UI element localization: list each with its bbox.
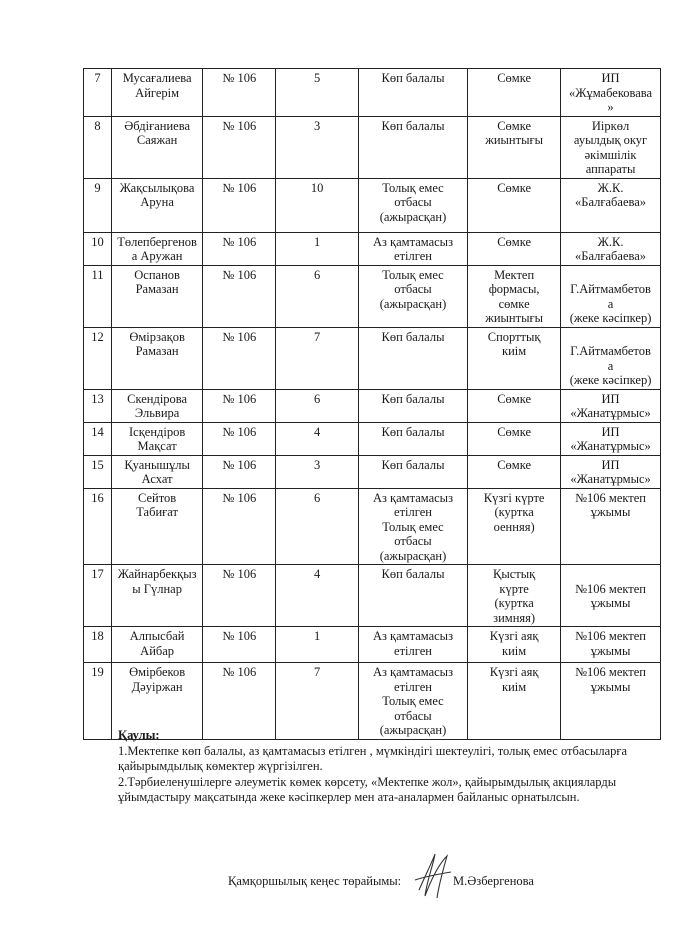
category-line: Көп балалы — [381, 391, 445, 406]
name-line: Асхат — [141, 472, 173, 486]
signer-name: М.Әзбергенова — [453, 874, 534, 888]
aid-line: Күзгі күрте — [483, 490, 545, 505]
sponsor-line: «Балғабаева» — [575, 249, 647, 263]
cell-grade: 6 — [276, 488, 359, 565]
sponsor-line: Г.Айтмамбетов — [570, 282, 651, 296]
table-row — [84, 116, 661, 178]
sponsor-line — [563, 567, 658, 582]
category-line: Көп балалы — [381, 329, 445, 344]
cell-grade: 6 — [276, 389, 359, 422]
sponsor-line: «Жанатұрмыс» — [570, 439, 651, 453]
cell-school: № 106 — [203, 565, 276, 627]
cell-category — [358, 488, 467, 565]
cell-grade: 1 — [276, 232, 359, 265]
sponsor-line: ИП — [601, 391, 620, 406]
sponsor-line: ИП — [601, 424, 620, 439]
table-row — [84, 69, 661, 117]
cell-school: № 106 — [203, 422, 276, 455]
cell-name — [111, 389, 202, 422]
name-line: Ісқендіров — [128, 424, 186, 439]
sponsor-line: ИП — [601, 71, 620, 85]
table-body — [84, 69, 661, 740]
aid-line: жиынтығы — [485, 133, 544, 147]
table-row — [84, 565, 661, 627]
aid-line: сөмке — [498, 296, 530, 311]
cell-grade: 1 — [276, 627, 359, 663]
name-line: Жайнарбекқыз — [117, 567, 197, 581]
cell-category — [358, 327, 467, 389]
cell-school: № 106 — [203, 663, 276, 740]
category-line: (ажырасқан) — [379, 548, 447, 563]
category-line: Көп балалы — [381, 424, 445, 439]
cell-school: № 106 — [203, 389, 276, 422]
cell-num: 7 — [84, 69, 112, 117]
cell-sponsor — [561, 455, 661, 488]
category-line: Көп балалы — [381, 567, 445, 581]
category-line: (ажырасқан) — [379, 723, 447, 737]
category-line: етілген — [394, 643, 432, 658]
aid-line: Қыстық — [493, 567, 536, 581]
cell-num: 19 — [84, 663, 112, 740]
aid-line: зимняя) — [493, 610, 536, 625]
table-row — [84, 265, 661, 327]
category-line: (ажырасқан) — [379, 296, 447, 311]
cell-sponsor — [561, 488, 661, 565]
sponsor-line: ұжымы — [590, 679, 631, 694]
cell-category — [358, 69, 467, 117]
cell-aid — [468, 455, 561, 488]
resolution-item-2: 2.Тәрбиеленушілерге әлеуметік көмек көрсету, «Мектепке жол», қайырымдылық акцияларды ұйымдастыру мақсатында жеке кәсіпкерлер мен ата-аналармен байланыс орнатылсын. — [118, 774, 617, 804]
category-line: отбасы — [394, 195, 432, 209]
name-line: Әбдіғаниева — [124, 118, 191, 133]
aid-line: оенняя) — [493, 519, 535, 534]
sponsor-line: «Жанатұрмыс» — [570, 472, 651, 486]
cell-sponsor — [561, 627, 661, 663]
cell-grade: 10 — [276, 178, 359, 232]
sponsor-line: ИП — [601, 457, 620, 472]
cell-aid — [468, 488, 561, 565]
cell-category — [358, 389, 467, 422]
cell-category — [358, 265, 467, 327]
name-line: ы Гүлнар — [132, 581, 182, 596]
table-row — [84, 627, 661, 663]
cell-name — [111, 627, 202, 663]
aid-line: Күзгі аяқ — [489, 665, 539, 679]
sponsor-line: (жеке кәсіпкер) — [569, 373, 652, 387]
cell-name — [111, 232, 202, 265]
table-row — [84, 327, 661, 389]
sponsor-line — [563, 268, 658, 283]
aid-line: формасы, — [488, 282, 540, 296]
cell-grade: 4 — [276, 565, 359, 627]
aid-line: (куртка — [494, 505, 534, 519]
aid-line: киім — [502, 679, 527, 694]
cell-school: № 106 — [203, 627, 276, 663]
cell-aid — [468, 327, 561, 389]
name-line: Саяжан — [136, 133, 178, 147]
name-line: а Аружан — [131, 249, 183, 263]
cell-name — [111, 178, 202, 232]
cell-name — [111, 565, 202, 627]
sponsor-line: «Балғабаева» — [575, 195, 647, 209]
aid-line: (куртка — [494, 596, 534, 610]
cell-grade: 3 — [276, 455, 359, 488]
name-line: Эльвира — [134, 406, 180, 420]
cell-aid — [468, 422, 561, 455]
category-line: Аз қамтамасыз — [372, 629, 454, 643]
cell-category — [358, 232, 467, 265]
cell-aid — [468, 69, 561, 117]
sponsor-line: Ж.К. — [597, 180, 624, 195]
aid-line: Сөмке — [497, 391, 532, 406]
sponsor-line: №106 мектеп — [575, 581, 646, 596]
table-row — [84, 422, 661, 455]
table-row — [84, 488, 661, 565]
aid-line: Сөмке — [497, 71, 532, 85]
cell-sponsor — [561, 116, 661, 178]
cell-num: 13 — [84, 389, 112, 422]
resolution-heading: Қаулы: — [118, 728, 160, 742]
cell-aid — [468, 265, 561, 327]
cell-category — [358, 455, 467, 488]
table-row — [84, 232, 661, 265]
sponsor-line: а — [607, 296, 614, 311]
cell-num: 11 — [84, 265, 112, 327]
handwritten-signature — [413, 850, 453, 902]
cell-grade: 5 — [276, 69, 359, 117]
resolution-item-1: 1.Мектепке көп балалы, аз қамтамасыз етілген , мүмкіндігі шектеулігі, толық емес отбасыларға қайырымдылық көмектер жүргізілген. — [118, 743, 628, 773]
cell-aid — [468, 389, 561, 422]
sponsor-line: Г.Айтмамбетов — [570, 344, 651, 358]
name-line: Рамазан — [135, 282, 179, 296]
name-line: Алпысбай — [129, 629, 185, 643]
cell-grade: 7 — [276, 327, 359, 389]
sponsor-line: ауылдық окуг — [573, 133, 648, 147]
cell-name — [111, 116, 202, 178]
category-line: Толық емес — [382, 694, 444, 708]
cell-school: № 106 — [203, 116, 276, 178]
aid-line: жиынтығы — [485, 311, 544, 325]
sponsor-line: Иіркөл — [591, 118, 630, 133]
table-row — [84, 389, 661, 422]
cell-name — [111, 422, 202, 455]
sponsor-line — [563, 330, 658, 345]
aid-line: Сөмке — [497, 234, 532, 249]
aid-line: күрте — [499, 581, 529, 596]
name-line: Дәуіржан — [131, 679, 183, 694]
cell-school: № 106 — [203, 178, 276, 232]
category-line: Аз қамтамасыз — [372, 490, 454, 505]
category-line: Көп балалы — [381, 118, 445, 133]
sponsor-line: ұжымы — [590, 596, 631, 610]
cell-sponsor — [561, 389, 661, 422]
aid-line: Сөмке — [497, 180, 532, 195]
sponsor-line: №106 мектеп — [575, 665, 646, 679]
signature-block — [228, 874, 534, 889]
cell-name — [111, 488, 202, 565]
cell-name — [111, 327, 202, 389]
aid-line: Сөмке — [497, 424, 532, 439]
name-line: Өмірзақов — [129, 329, 185, 344]
category-line: отбасы — [394, 534, 432, 548]
sponsor-line: ұжымы — [590, 643, 631, 658]
aid-line: Күзгі аяқ — [489, 629, 539, 643]
cell-aid — [468, 232, 561, 265]
cell-category — [358, 422, 467, 455]
cell-grade: 6 — [276, 265, 359, 327]
cell-school: № 106 — [203, 455, 276, 488]
sponsor-line: әкімшілік — [584, 147, 637, 162]
sponsor-line: №106 мектеп — [575, 629, 646, 643]
table-row — [84, 455, 661, 488]
cell-name — [111, 455, 202, 488]
name-line: Төлепбергенов — [117, 234, 197, 249]
category-line: Толық емес — [382, 267, 444, 282]
category-line: Толық емес — [382, 180, 444, 195]
signer-title: Қамқоршылық кеңес төрайымы: — [228, 874, 402, 888]
category-line: Толық емес — [382, 519, 444, 534]
cell-sponsor — [561, 232, 661, 265]
name-line: Өмірбеков — [129, 665, 186, 679]
cell-num: 10 — [84, 232, 112, 265]
sponsor-line: аппараты — [585, 162, 636, 176]
name-line: Айгерім — [135, 85, 180, 100]
name-line: Табиғат — [136, 505, 178, 519]
sponsor-line: №106 мектеп — [575, 490, 646, 505]
name-line: Мақсат — [137, 439, 177, 453]
cell-aid — [468, 627, 561, 663]
sponsor-line: » — [607, 100, 614, 114]
cell-num: 16 — [84, 488, 112, 565]
cell-num: 17 — [84, 565, 112, 627]
category-line: етілген — [394, 679, 432, 694]
aid-line: Спорттық — [487, 329, 541, 344]
cell-school: № 106 — [203, 327, 276, 389]
cell-num: 15 — [84, 455, 112, 488]
sponsor-line: Ж.К. — [597, 234, 624, 249]
category-line: Аз қамтамасыз — [372, 665, 454, 679]
cell-num: 12 — [84, 327, 112, 389]
aid-line: киім — [502, 643, 527, 658]
cell-name — [111, 265, 202, 327]
sponsor-line: «Жұмабековава — [569, 85, 653, 100]
category-line: отбасы — [394, 708, 432, 723]
name-line: Мусағалиева — [122, 71, 192, 85]
sponsor-line: «Жанатұрмыс» — [570, 406, 651, 420]
cell-school: № 106 — [203, 69, 276, 117]
cell-school: № 106 — [203, 232, 276, 265]
cell-sponsor — [561, 565, 661, 627]
cell-grade: 4 — [276, 422, 359, 455]
cell-sponsor — [561, 69, 661, 117]
cell-num: 8 — [84, 116, 112, 178]
name-line: Қуанышұлы — [124, 457, 190, 472]
name-line: Скендірова — [127, 391, 188, 406]
aid-line: Сөмке — [497, 457, 532, 472]
aid-line: Сөмке — [497, 118, 532, 133]
name-line: Айбар — [140, 643, 175, 658]
sponsor-line: а — [607, 358, 614, 373]
aid-recipients-table — [83, 68, 661, 740]
cell-aid — [468, 116, 561, 178]
cell-num: 14 — [84, 422, 112, 455]
category-line: етілген — [394, 505, 432, 519]
cell-category — [358, 178, 467, 232]
aid-line: Мектеп — [494, 267, 535, 282]
category-line: отбасы — [394, 282, 432, 296]
cell-grade: 3 — [276, 116, 359, 178]
cell-sponsor — [561, 265, 661, 327]
cell-category — [358, 565, 467, 627]
aid-line: киім — [502, 344, 527, 358]
name-line: Жақсылықова — [119, 180, 195, 195]
table-row — [84, 178, 661, 232]
cell-num: 9 — [84, 178, 112, 232]
category-line: Аз қамтамасыз — [372, 234, 454, 249]
cell-num: 18 — [84, 627, 112, 663]
category-line: етілген — [394, 249, 432, 263]
name-line: Сейтов — [138, 490, 177, 505]
cell-category — [358, 627, 467, 663]
cell-sponsor — [561, 178, 661, 232]
cell-category — [358, 116, 467, 178]
name-line: Аруна — [140, 195, 174, 209]
category-line: (ажырасқан) — [379, 209, 447, 224]
cell-sponsor — [561, 422, 661, 455]
cell-school: № 106 — [203, 488, 276, 565]
cell-name — [111, 69, 202, 117]
cell-sponsor — [561, 327, 661, 389]
category-line: Көп балалы — [381, 71, 445, 85]
cell-aid — [468, 565, 561, 627]
cell-aid — [468, 178, 561, 232]
name-line: Рамазан — [135, 344, 179, 358]
name-line: Оспанов — [134, 267, 180, 282]
category-line: Көп балалы — [381, 457, 445, 472]
cell-school: № 106 — [203, 265, 276, 327]
sponsor-line: ұжымы — [590, 505, 631, 519]
sponsor-line: (жеке кәсіпкер) — [569, 311, 652, 325]
resolution-section — [118, 728, 638, 806]
cell-grade: 7 — [276, 663, 359, 740]
